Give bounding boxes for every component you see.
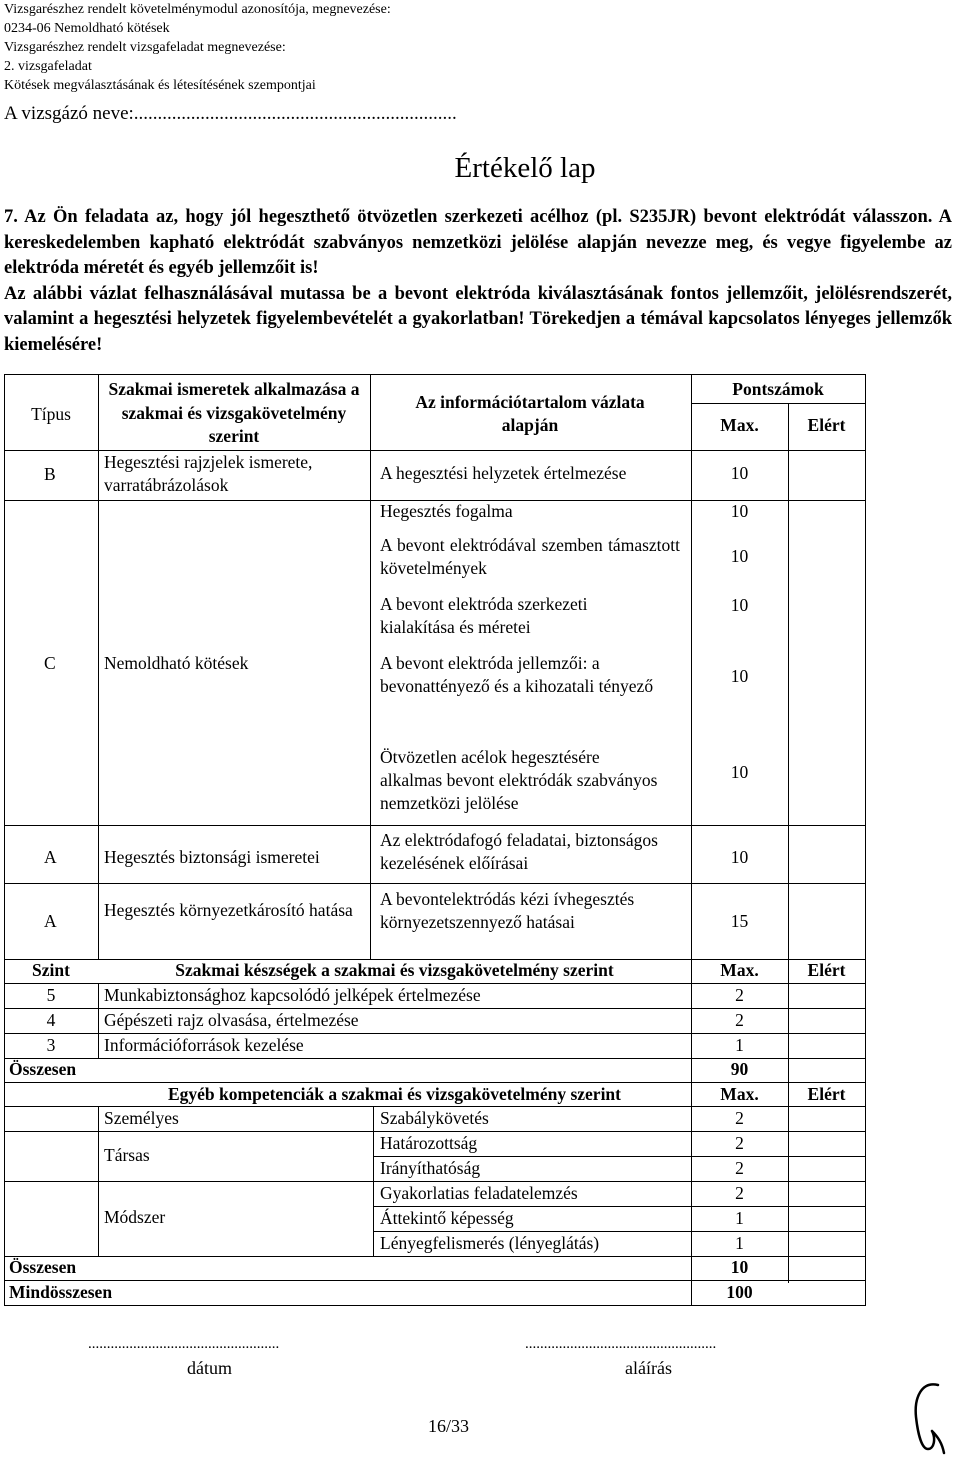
row-max: 15 [730, 911, 749, 931]
skill-max: 1 [735, 1035, 744, 1055]
table-rule [4, 374, 866, 375]
table-divider [98, 374, 99, 959]
row-content: Az elektródafogó feladatai, biztonságos kezelésének előírásai [380, 830, 658, 873]
col-header-type: Típus [31, 404, 71, 424]
grand-total-label: Mindösszesen [9, 1282, 113, 1302]
row-content: Hegesztés fogalma [380, 501, 513, 521]
subtotal-value: 10 [730, 1257, 749, 1277]
competency-label: Gyakorlatias feladatelemzés [380, 1183, 578, 1203]
competency-max: 1 [735, 1233, 744, 1253]
competency-group: Személyes [104, 1108, 179, 1128]
competency-label: Határozottság [380, 1133, 478, 1153]
col-header-max: Max. [720, 415, 759, 435]
header-line: 0234-06 Nemoldható kötések [4, 21, 170, 36]
row-knowledge: Hegesztés környezetkárosító hatása [104, 900, 353, 920]
table-rule [691, 403, 866, 404]
row-max: 10 [730, 595, 749, 615]
col-header-achieved: Elért [807, 415, 846, 435]
other-competencies-title: Egyéb kompetenciák a szakmai és vizsgakövetelmény szerint [167, 1084, 621, 1104]
signature-label: aláírás [625, 1358, 672, 1378]
row-content: A bevont elektróda jellemzői: a bevonattényező és a kihozatali tényező [380, 653, 654, 696]
skill-label: Információforrások kezelése [104, 1035, 304, 1055]
skill-level: 3 [46, 1035, 56, 1055]
grand-total-value: 100 [726, 1282, 753, 1302]
row-type: A [44, 847, 57, 867]
examinee-name-field[interactable]: A vizsgázó neve:.................................................................... [4, 103, 457, 124]
skill-level: 5 [46, 985, 56, 1005]
competency-group: Módszer [104, 1207, 166, 1227]
row-max: 10 [730, 847, 749, 867]
page-title: Értékelő lap [454, 152, 596, 184]
competency-label: Lényegfelismerés (lényeglátás) [380, 1233, 600, 1253]
competency-max: 2 [735, 1158, 744, 1178]
row-max: 10 [730, 546, 749, 566]
row-content: A bevontelektródás kézi ívhegesztés környezetszennyező hatásai [380, 889, 635, 932]
table-divider [370, 374, 371, 959]
row-content: A hegesztési helyzetek értelmezése [380, 463, 627, 483]
header-line: 2. vizsgafeladat [4, 59, 92, 74]
page-number: 16/33 [428, 1416, 470, 1436]
header-line: Vizsgarészhez rendelt követelménymodul azonosítója, megnevezése: [4, 2, 391, 17]
table-rule [4, 1305, 866, 1306]
table-divider [98, 983, 99, 1058]
subtotal-value: 90 [730, 1059, 749, 1079]
skill-level: 4 [46, 1010, 56, 1030]
table-border [865, 374, 866, 1305]
competency-max: 2 [735, 1183, 744, 1203]
signature-dots[interactable]: ................................................... [525, 1336, 717, 1352]
skill-max: 2 [735, 1010, 744, 1030]
competency-group: Társas [104, 1145, 150, 1165]
row-knowledge: Hegesztési rajzjelek ismerete, varratábrázolások [104, 452, 313, 495]
table-rule [4, 883, 866, 884]
skill-label: Munkabiztonsághoz kapcsolódó jelképek értelmezése [104, 985, 481, 1005]
row-knowledge: Hegesztés biztonsági ismeretei [104, 847, 320, 867]
row-max: 10 [730, 463, 749, 483]
header-line: Kötések megválasztásának és létesítésének szempontjai [4, 78, 316, 93]
skills-level-header: Szint [32, 960, 70, 980]
other-achieved-header: Elért [807, 1084, 846, 1104]
row-content: A bevont elektródával szemben támasztott követelmények [380, 535, 680, 578]
skills-max-header: Max. [720, 960, 759, 980]
skill-max: 2 [735, 985, 744, 1005]
competency-max: 2 [735, 1108, 744, 1128]
row-max: 10 [730, 501, 749, 521]
subtotal-label: Összesen [9, 1059, 77, 1079]
table-border [4, 374, 5, 1305]
row-type: B [44, 464, 56, 484]
col-header-knowledge: Szakmai ismeretek alkalmazása a szakmai és vizsgakövetelmény szerint [108, 379, 360, 446]
col-header-content: Az információtartalom vázlata alapján [415, 392, 645, 435]
competency-label: Áttekintő képesség [380, 1208, 514, 1228]
competency-label: Szabálykövetés [380, 1108, 489, 1128]
row-type: C [44, 653, 56, 673]
skills-title: Szakmai készségek a szakmai és vizsgakövetelmény szerint [175, 960, 614, 980]
skills-achieved-header: Elért [807, 960, 846, 980]
table-rule [4, 825, 866, 826]
header-line: Vizsgarészhez rendelt vizsgafeladat megnevezése: [4, 40, 286, 55]
row-knowledge: Nemoldható kötések [104, 653, 249, 673]
row-max: 10 [730, 762, 749, 782]
date-dots[interactable]: ................................................... [88, 1336, 280, 1352]
competency-label: Irányíthatóság [380, 1158, 481, 1178]
other-max-header: Max. [720, 1084, 759, 1104]
table-divider [788, 403, 789, 1283]
handwritten-mark-icon [908, 1377, 948, 1457]
task-paragraph: 7. Az Ön feladata az, hogy jól hegeszthető ötvözetlen szerkezeti acélhoz (pl. S235JR) bevont elektródát válasszon. A kereskedelemben kapható elektródát szabványos nemzetközi jelölése alapján nevezze meg, és vegye figyelembe az elektróda méretét és egyéb jellemzőit is! [4, 207, 952, 279]
row-content: Ötvözetlen acélok hegesztésére alkalmas bevont elektródák szabványos nemzetközi jelölése [380, 747, 658, 813]
competency-max: 2 [735, 1133, 744, 1153]
row-type: A [44, 911, 57, 931]
row-content: A bevont elektróda szerkezeti kialakítása és méretei [380, 594, 588, 637]
skill-label: Gépészeti rajz olvasása, értelmezése [104, 1010, 359, 1030]
competency-max: 1 [735, 1208, 744, 1228]
col-header-points: Pontszámok [732, 379, 824, 399]
task-paragraph: Az alábbi vázlat felhasználásával mutassa be a bevont elektróda kiválasztásának fontos jellemzőit, jelölésrendszerét, valamint a hegesztési helyzetek figyelembevételét a gyakorlatban! Törekedjen a témával kapcsolatos lényeges jellemzők kiemelésére! [4, 283, 952, 355]
subtotal-label: Összesen [9, 1257, 77, 1277]
row-max: 10 [730, 666, 749, 686]
date-label: dátum [187, 1358, 232, 1378]
